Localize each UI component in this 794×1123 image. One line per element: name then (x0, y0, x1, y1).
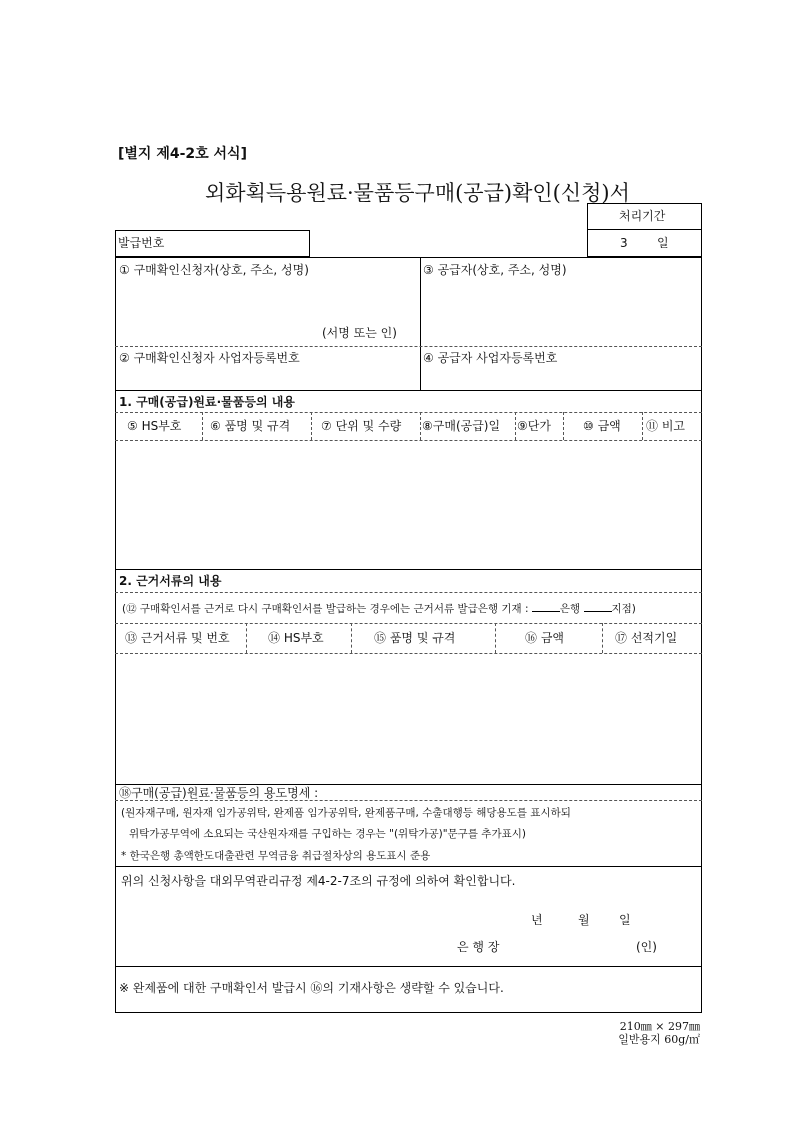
signature-note: (서명 또는 인) (322, 326, 397, 340)
date-day: 일 (619, 913, 631, 927)
date-month: 월 (578, 913, 590, 927)
paper-size: 210㎜ × 297㎜ (619, 1020, 700, 1033)
col-remarks: ⑪ 비고 (646, 419, 685, 433)
processing-days: 3 (620, 236, 628, 250)
seal-label: (인) (636, 940, 657, 954)
basis-doc-note: (⑫ 구매확인서를 근거로 다시 구매확인서를 발급하는 경우에는 근거서류 발급은행 기재 : 은행 지점) (122, 603, 636, 615)
processing-unit: 일 (657, 236, 669, 250)
branch-word: 지점) (611, 603, 636, 615)
bank-blank (532, 601, 560, 612)
col-unit-qty: ⑦ 단위 및 수량 (321, 419, 402, 433)
supplier-reg-label: ④ 공급자 사업자등록번호 (423, 351, 558, 365)
processing-period-label: 처리기간 (619, 209, 666, 223)
applicant-name-label: ① 구매확인신청자(상호, 주소, 성명) (119, 263, 309, 277)
applicant-reg-label: ② 구매확인신청자 사업자등록번호 (119, 351, 300, 365)
col-basis-doc: ⑬ 근거서류 및 번호 (125, 631, 230, 645)
col-unit-price: ⑨단가 (517, 419, 551, 433)
usage-line3: * 한국은행 총액한도대출관련 무역금융 취급절차상의 용도표시 준용 (121, 850, 431, 862)
col-basis-item: ⑮ 품명 및 규격 (374, 631, 456, 645)
bank-head-label: 은 행 장 (457, 940, 500, 954)
col-basis-hs: ⑭ HS부호 (268, 631, 324, 645)
form-title: 외화획득용원료·물품등구매(공급)확인(신청)서 (205, 181, 630, 205)
usage-line1: (원자재구매, 원자재 임가공위탁, 완제품 임가공위탁, 완제품구매, 수출대행등 해당용도를 표시하되 (121, 807, 571, 819)
section1-title: 1. 구매(공급)원료·물품등의 내용 (119, 395, 295, 409)
col-shipping-date: ⑰ 선적기일 (615, 631, 678, 645)
col-basis-amount: ⑯ 금액 (525, 631, 564, 645)
col-purchase-date: ⑧구매(공급)일 (422, 419, 501, 433)
usage-line2: 위탁가공무역에 소요되는 국산원자재를 구입하는 경우는 "(위탁가공)"문구를 추가표시) (129, 828, 526, 840)
form-number: [별지 제4-2호 서식] (118, 146, 247, 162)
confirm-statement: 위의 신청사항을 대외무역관리규정 제4-2-7조의 규정에 의하여 확인합니다. (121, 874, 516, 888)
issue-number-label: 발급번호 (118, 236, 165, 250)
branch-blank (584, 601, 612, 612)
bank-word: 은행 (559, 603, 581, 615)
supplier-name-label: ③ 공급자(상호, 주소, 성명) (423, 263, 567, 277)
col-hs-code: ⑤ HS부호 (127, 419, 182, 433)
col-item-spec: ⑥ 품명 및 규격 (210, 419, 291, 433)
section2-title: 2. 근거서류의 내용 (119, 574, 222, 588)
col-amount: ⑩ 금액 (583, 419, 621, 433)
date-year: 년 (531, 913, 543, 927)
paper-type: 일반용지 60g/㎡ (618, 1033, 700, 1046)
footnote: ※ 완제품에 대한 구매확인서 발급시 ⑯의 기재사항은 생략할 수 있습니다. (119, 981, 504, 995)
usage-title: ⑱구매(공급)원료·물품등의 용도명세 : (119, 786, 319, 800)
